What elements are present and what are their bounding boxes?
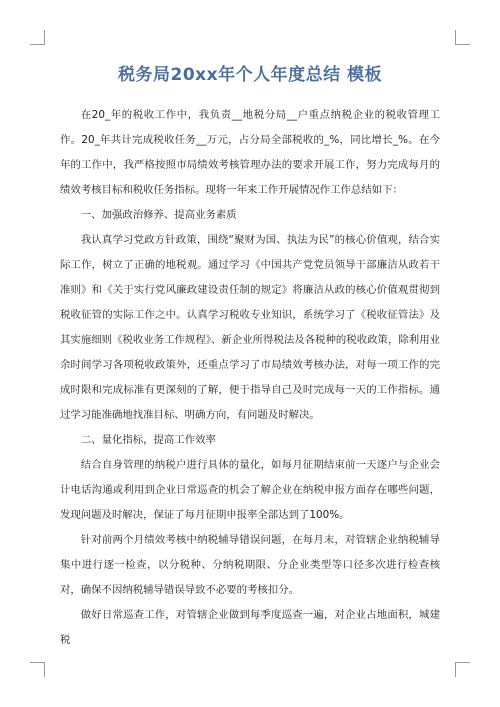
page-corner-mark-top-right xyxy=(455,30,470,45)
page-corner-mark-bottom-right xyxy=(455,662,470,677)
document-body xyxy=(60,103,440,653)
document-title: 税务局20xx年个人年度总结 模板 xyxy=(117,65,382,85)
page-corner-mark-top-left xyxy=(30,30,45,45)
section-heading-2: 二、量化指标，提高工作效率 xyxy=(80,434,216,446)
paragraph-inspection: 做好日常巡查工作，对管辖企业做到每季度巡查一遍，对企业占地面积，城建税 xyxy=(60,609,440,646)
paragraph-quantify: 结合自身管理的纳税户进行具体的量化，如每月征期结束前一天逐户与企业会计电话沟通或利用到企业日常巡查的机会了解企业在纳税申报方面存在哪些问题，发现问题及时解决，保证了每月征期申报率全部达到了100%。 xyxy=(60,459,440,521)
page-corner-mark-bottom-left xyxy=(30,662,45,677)
paragraph-intro: 在20_年的税收工作中，我负责__地税分局__户重点纳税企业的税收管理工作。20_年共计完成税收任务__万元，占分局全部税收的_%，同比增长_%。在今年的工作中，我严格按照市局绩效考核管理办法的要求开展工作，努力完成每月的绩效考核目标和税收任务指标。现将一年来工作开展情况作工作总结如下： xyxy=(60,109,440,196)
section-heading-1: 一、加强政治修养、提高业务素质 xyxy=(80,209,237,221)
paragraph-guidance-check: 针对前两个月绩效考核中纳税辅导错误问题，在每月末，对管辖企业纳税辅导集中进行逐一检查，以分税种、分纳税期限、分企业类型等口径多次进行检查核对，确保不因纳税辅导错误导致不必要的考核扣分。 xyxy=(60,534,440,596)
paragraph-study: 我认真学习党政方针政策，围绕“聚财为国、执法为民”的核心价值观，结合实际工作，树立了正确的地税观。通过学习《中国共产党党员领导干部廉洁从政若干准则》和《关于实行党风廉政建设责任制的规定》将廉洁从政的核心价值观贯彻到税收征管的实际工作之中。认真学习税收专业知识，系统学习了《税收征管法》及其实施细则《税收业务工作规程》、新企业所得税法及各税种的税收政策，除利用业余时间学习各项税收政策外，还重点学习了市局绩效考核办法，对每一项工作的完成时限和完成标准有更深刻的了解，便于指导自己及时完成每一天的工作指标。通过学习能准确地找准目标、明确方向，有问题及时解决。 xyxy=(60,234,440,421)
